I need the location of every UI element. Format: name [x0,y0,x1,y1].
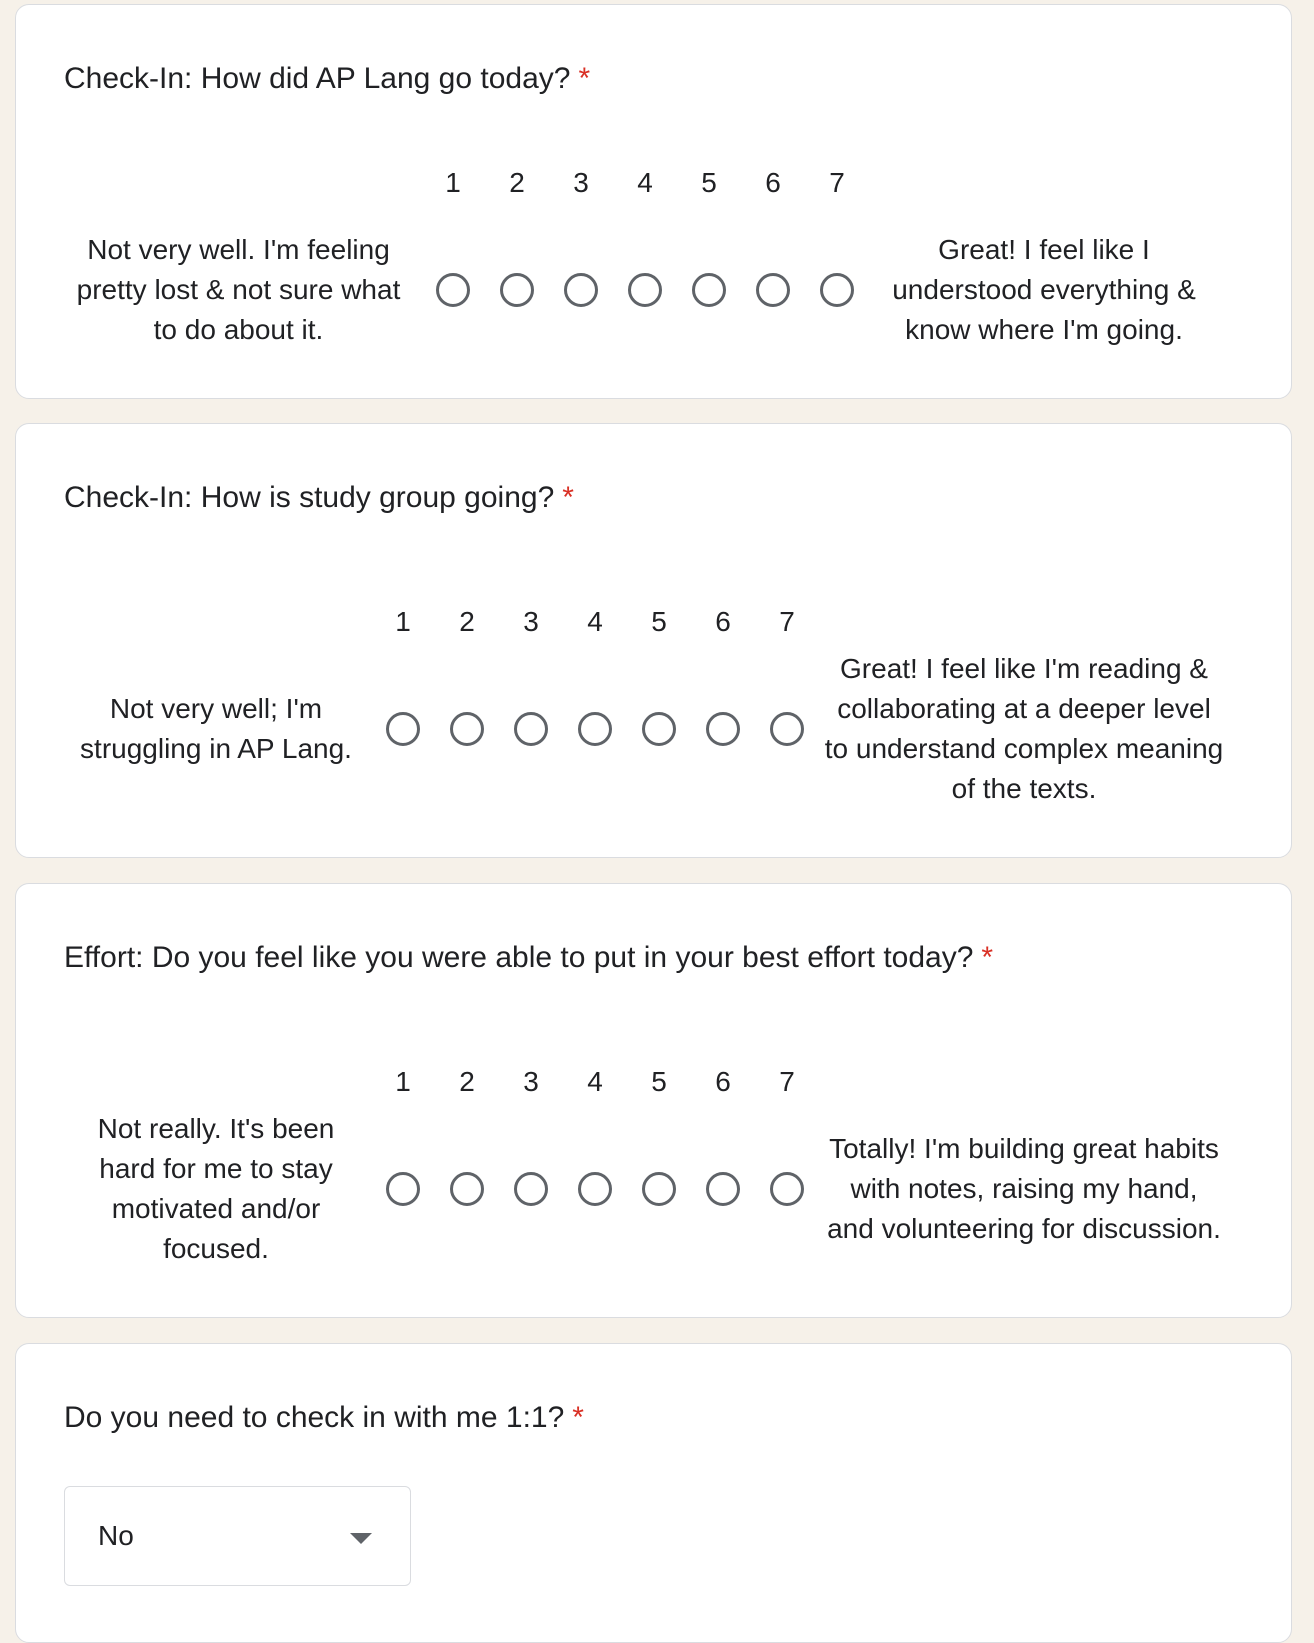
scale-option-1 [421,167,485,307]
scale-low-label: Not very well. I'm feeling pretty lost & not sure what to do about it. [76,234,401,345]
scale-high-label: Great! I feel like I understood everything & know where I'm going. [892,234,1196,345]
radio-4[interactable] [578,712,612,746]
radio-7[interactable] [770,712,804,746]
radio-3[interactable] [514,712,548,746]
required-asterisk: * [562,481,574,514]
radio-4[interactable] [628,273,662,307]
radio-7[interactable] [820,273,854,307]
scale-number: 6 [715,1066,731,1097]
scale-option-6 [741,167,805,307]
scale-option-4 [563,606,627,746]
radio-5[interactable] [642,1172,676,1206]
radio-3[interactable] [514,1172,548,1206]
scale-option-1 [371,606,435,746]
scale-number: 5 [651,1066,667,1097]
scale-number: 7 [779,1066,795,1097]
scale-low-label: Not very well; I'm struggling in AP Lang. [80,693,352,764]
required-asterisk: * [572,1401,584,1434]
radio-6[interactable] [706,712,740,746]
radio-2[interactable] [500,273,534,307]
question-title [64,1400,584,1436]
radio-1[interactable] [436,273,470,307]
question-card-4 [15,1343,1292,1643]
scale-number: 1 [445,167,461,198]
dropdown-selected-value: No [98,1520,134,1551]
dropdown-arrow-icon [350,1533,372,1544]
scale-option-2 [485,167,549,307]
scale-high-label: Great! I feel like I'm reading & collaborating at a deeper level to understand complex meaning of the texts. [824,653,1224,804]
question-card-3 [15,883,1292,1318]
scale-number: 1 [395,1066,411,1097]
scale-number: 6 [765,167,781,198]
scale-number: 1 [395,606,411,637]
radio-2[interactable] [450,1172,484,1206]
scale-option-5 [677,167,741,307]
scale-number: 5 [651,606,667,637]
linear-scale [66,606,1224,809]
radio-6[interactable] [756,273,790,307]
scale-option-2 [435,1066,499,1206]
question-title-text: Do you need to check in with me 1:1? [64,1401,565,1434]
scale-high-label: Totally! I'm building great habits with notes, raising my hand, and volunteering for discussion. [827,1133,1221,1244]
scale-number: 4 [637,167,653,198]
scale-number: 6 [715,606,731,637]
scale-low-label: Not really. It's been hard for me to stay motivated and/or focused. [97,1113,335,1264]
linear-scale [66,167,1209,350]
checkin-dropdown[interactable] [64,1486,411,1586]
scale-option-4 [613,167,677,307]
required-asterisk: * [578,62,591,95]
scale-options [371,606,819,746]
scale-number: 4 [587,606,603,637]
scale-option-3 [549,167,613,307]
question-card-1 [15,4,1292,399]
radio-1[interactable] [386,712,420,746]
scale-option-5 [627,606,691,746]
scale-number: 3 [523,1066,539,1097]
scale-option-1 [371,1066,435,1206]
question-card-2 [15,423,1292,858]
scale-number: 4 [587,1066,603,1097]
question-title-text: Check-In: How is study group going? [64,481,555,514]
question-title [64,940,993,976]
linear-scale [66,1066,1224,1269]
scale-option-5 [627,1066,691,1206]
scale-option-7 [805,167,869,307]
question-title [64,61,590,97]
radio-7[interactable] [770,1172,804,1206]
scale-number: 2 [459,606,475,637]
scale-option-3 [499,606,563,746]
question-title-text: Check-In: How did AP Lang go today? [64,62,571,95]
radio-2[interactable] [450,712,484,746]
radio-3[interactable] [564,273,598,307]
radio-1[interactable] [386,1172,420,1206]
scale-option-4 [563,1066,627,1206]
scale-number: 5 [701,167,717,198]
radio-6[interactable] [706,1172,740,1206]
scale-option-6 [691,1066,755,1206]
radio-4[interactable] [578,1172,612,1206]
scale-option-2 [435,606,499,746]
scale-number: 3 [523,606,539,637]
scale-option-7 [755,1066,819,1206]
question-title [64,480,574,516]
scale-number: 7 [829,167,845,198]
scale-options [371,1066,819,1206]
radio-5[interactable] [692,273,726,307]
required-asterisk: * [981,941,994,974]
scale-option-6 [691,606,755,746]
scale-options [421,167,869,307]
scale-number: 3 [573,167,589,198]
scale-option-7 [755,606,819,746]
question-title-text: Effort: Do you feel like you were able to put in your best effort today? [64,941,974,974]
scale-option-3 [499,1066,563,1206]
scale-number: 7 [779,606,795,637]
scale-number: 2 [509,167,525,198]
scale-number: 2 [459,1066,475,1097]
radio-5[interactable] [642,712,676,746]
